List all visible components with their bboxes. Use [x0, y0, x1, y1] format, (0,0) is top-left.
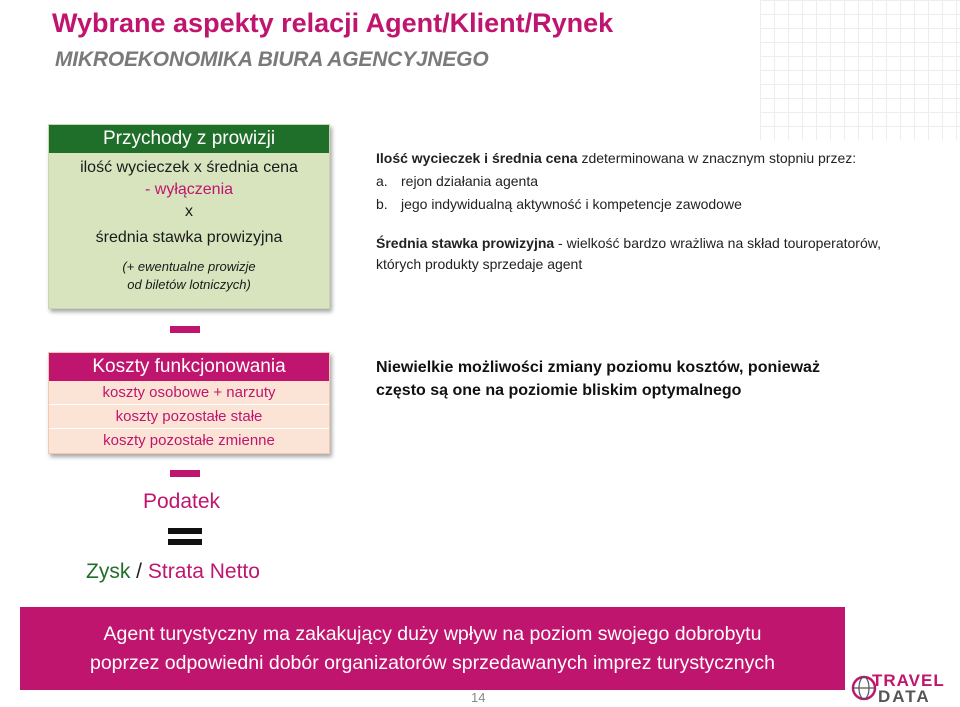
revenue-line: ilość wycieczek x średnia cena	[80, 159, 298, 176]
logo-word-travel: TRAVEL	[872, 671, 945, 690]
result-separator: /	[136, 560, 143, 583]
revenue-note: (+ ewentualne prowizje	[122, 259, 256, 274]
rate-description-rest: - wielkość bardzo wrażliwa na skład touroperatorów,	[554, 235, 881, 251]
list-item	[376, 193, 936, 216]
page-number: 14	[471, 690, 486, 705]
equals-sign	[168, 528, 202, 534]
equals-sign	[168, 539, 202, 545]
decorative-grid	[760, 0, 960, 140]
rate-description-line	[376, 233, 946, 254]
revenue-exclusions: - wyłączenia	[144, 181, 234, 198]
revenue-description-rest: zdeterminowana w znacznym stopniu przez:	[577, 150, 857, 166]
list-item	[376, 170, 936, 193]
rate-description	[376, 233, 946, 275]
minus-sign	[170, 326, 200, 333]
list-marker: b.	[376, 196, 388, 212]
revenue-description-intro	[376, 147, 936, 170]
page-title: Wybrane aspekty relacji Agent/Klient/Rynek	[52, 8, 614, 38]
page-subtitle: MIKROEKONOMIKA BIURA AGENCYJNEGO	[55, 48, 489, 71]
revenue-description	[376, 147, 936, 216]
cost-note	[376, 356, 820, 402]
costs-heading: Koszty funkcjonowania	[49, 353, 329, 381]
logo-word-data: DATA	[878, 687, 931, 706]
tax-label: Podatek	[143, 490, 221, 513]
cost-item: koszty pozostałe zmienne	[103, 432, 275, 449]
revenue-description-bold: Ilość wycieczek i średnia cena	[376, 150, 578, 166]
list-marker: a.	[376, 173, 388, 189]
cost-item: koszty pozostałe stałe	[49, 405, 329, 429]
costs-box	[48, 352, 330, 454]
travel-data-logo	[850, 671, 954, 706]
cost-note-line: Niewielkie możliwości zmiany poziomu kosztów, ponieważ	[376, 359, 820, 376]
banner-line: Agent turystyczny ma zakakujący duży wpływ na poziom swojego dobrobytu	[103, 622, 762, 645]
list-text: jego indywidualną aktywność i kompetencje zawodowe	[401, 196, 742, 212]
list-text: rejon działania agenta	[401, 173, 538, 189]
result-label	[86, 560, 260, 584]
banner-line: poprzez odpowiedni dobór organizatorów sprzedawanych imprez turystycznych	[89, 651, 775, 674]
loss-label: Strata Netto	[147, 560, 260, 583]
revenue-multiply: x	[185, 203, 193, 220]
rate-description-line: których produkty sprzedaje agent	[376, 256, 583, 272]
cost-item: koszty osobowe + narzuty	[49, 381, 329, 405]
revenue-note: od biletów lotniczych)	[127, 277, 251, 292]
revenue-rate: średnia stawka prowizyjna	[95, 229, 283, 246]
profit-label: Zysk	[86, 560, 131, 583]
cost-note-line: często są one na poziomie bliskim optymalnego	[376, 382, 742, 399]
minus-sign	[170, 470, 200, 477]
conclusion-banner	[20, 607, 845, 690]
rate-description-bold: Średnia stawka prowizyjna	[376, 235, 555, 251]
revenue-heading: Przychody z prowizji	[49, 125, 329, 153]
revenue-box	[48, 124, 330, 309]
